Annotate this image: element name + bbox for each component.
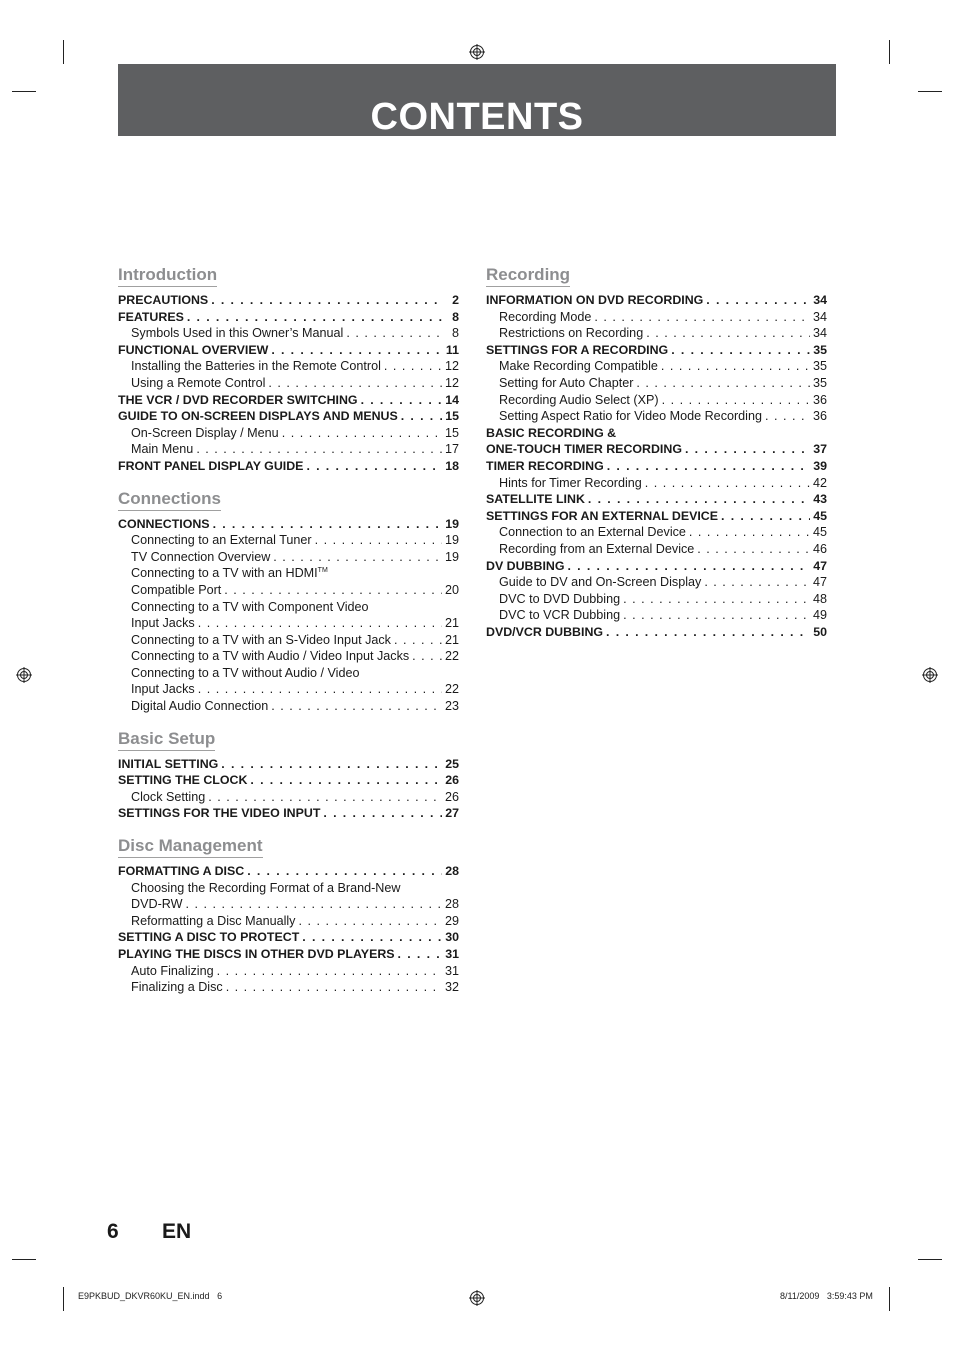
toc-entry[interactable] [118, 929, 459, 946]
toc-entry[interactable] [486, 475, 827, 492]
toc-page-number: 21 [444, 632, 459, 647]
toc-entry-title: Recording from an External Device [499, 541, 695, 556]
toc-page-number: 8 [451, 326, 459, 341]
section-heading: Connections [118, 488, 221, 511]
toc-entry-title: Recording Mode [499, 309, 592, 324]
crop-mark [889, 1287, 890, 1311]
dot-leader [623, 591, 810, 608]
toc-entry-title: Hints for Timer Recording [499, 475, 642, 490]
dot-leader [224, 582, 442, 599]
crop-mark [12, 1259, 36, 1260]
toc-entry-title: SETTINGS FOR THE VIDEO INPUT [118, 806, 321, 821]
toc-page-number: 35 [812, 359, 827, 374]
dot-leader [384, 358, 442, 375]
dot-leader [685, 441, 810, 458]
toc-entry-title: THE VCR / DVD RECORDER SWITCHING [118, 392, 358, 407]
toc-entry-title: Installing the Batteries in the Remote Control [131, 359, 381, 374]
toc-entry[interactable] [118, 599, 459, 616]
toc-entry-title: Reformatting a Disc Manually [131, 913, 296, 928]
toc-entry[interactable] [118, 309, 459, 326]
toc-page-number: 46 [812, 541, 827, 556]
dot-leader [361, 392, 442, 409]
toc-entry-title: Restrictions on Recording [499, 326, 644, 341]
dot-leader [226, 979, 442, 996]
print-file-name: E9PKBUD_DKVR60KU_EN.indd 6 [78, 1291, 223, 1301]
toc-entry[interactable] [118, 549, 459, 566]
toc-entry-title: GUIDE TO ON-SCREEN DISPLAYS AND MENUS [118, 409, 398, 424]
dot-leader [221, 756, 442, 773]
toc-entry-title: ONE-TOUCH TIMER RECORDING [486, 442, 682, 457]
dot-leader [689, 524, 810, 541]
toc-entry[interactable] [486, 591, 827, 608]
toc-entry[interactable] [118, 789, 459, 806]
toc-entry-title: Connecting to a TV with an S-Video Input Jack [131, 632, 391, 647]
dot-leader [706, 292, 810, 309]
toc-entry[interactable] [486, 491, 827, 508]
toc-entry[interactable] [118, 756, 459, 773]
toc-page-number: 34 [812, 309, 827, 324]
crop-mark [12, 91, 36, 92]
crop-mark [889, 40, 890, 64]
toc-section [486, 264, 827, 640]
section-heading: Basic Setup [118, 728, 215, 751]
toc-page-number: 23 [444, 699, 459, 714]
dot-leader [606, 624, 810, 641]
toc-page-number: 12 [444, 359, 459, 374]
toc-entry[interactable] [118, 681, 459, 698]
registration-mark-icon [469, 44, 485, 60]
toc-entry[interactable] [118, 392, 459, 409]
toc-entry-title: SETTINGS FOR AN EXTERNAL DEVICE [486, 508, 719, 523]
toc-entry[interactable] [118, 863, 459, 880]
toc-entry[interactable] [118, 805, 459, 822]
toc-page-number: 35 [812, 375, 827, 390]
toc-page-number: 17 [444, 442, 459, 457]
toc-page-number: 47 [812, 575, 827, 590]
toc-entry[interactable] [486, 309, 827, 326]
toc-entry[interactable] [486, 458, 827, 475]
toc-entry-title: Choosing the Recording Format of a Brand-New [131, 880, 401, 895]
toc-entry[interactable] [486, 358, 827, 375]
toc-page-number: 36 [812, 409, 827, 424]
dot-leader [661, 358, 810, 375]
page-language: EN [162, 1220, 192, 1243]
toc-entry-title: SETTINGS FOR A RECORDING [486, 342, 669, 357]
toc-entry[interactable] [118, 425, 459, 442]
toc-page-number: 14 [445, 392, 459, 407]
toc-entry[interactable] [118, 458, 459, 475]
toc-page-number: 50 [813, 624, 827, 639]
toc-entry[interactable] [118, 516, 459, 533]
crop-mark [918, 91, 942, 92]
toc-right-column [486, 264, 827, 653]
dot-leader [271, 698, 442, 715]
toc-entry[interactable] [118, 342, 459, 359]
toc-entry-title: Setting Aspect Ratio for Video Mode Recording [499, 409, 762, 424]
toc-entry-title: SATELLITE LINK [486, 492, 585, 507]
toc-page-number: 30 [445, 930, 459, 945]
dot-leader [298, 913, 442, 930]
toc-page-number: 26 [445, 773, 459, 788]
dot-leader [247, 863, 442, 880]
dot-leader [198, 681, 442, 698]
toc-entry-title: Connecting to a TV without Audio / Video [131, 665, 360, 680]
toc-entry-title: PRECAUTIONS [118, 293, 209, 307]
dot-leader [567, 558, 810, 575]
toc-entry[interactable] [486, 624, 827, 641]
toc-page-number: 27 [445, 806, 459, 821]
toc-entry-title: PLAYING THE DISCS IN OTHER DVD PLAYERS [118, 947, 395, 961]
toc-entry-title: Input Jacks [131, 682, 195, 697]
toc-entry[interactable] [118, 772, 459, 789]
dot-leader [217, 963, 442, 980]
toc-entry-title: Connecting to a TV with Component Video [131, 599, 369, 614]
dot-leader [646, 325, 810, 342]
page-number: 6 [107, 1220, 119, 1243]
dot-leader [250, 772, 442, 789]
trademark-mark: TM [317, 567, 328, 575]
toc-page-number: 34 [812, 326, 827, 341]
toc-entry[interactable] [486, 574, 827, 591]
toc-entry-title: Setting for Auto Chapter [499, 375, 634, 390]
dot-leader [636, 375, 810, 392]
toc-entry[interactable] [118, 896, 459, 913]
toc-entry-title: INITIAL SETTING [118, 756, 219, 771]
toc-page-number: 15 [444, 425, 459, 440]
toc-entry-title: DVC to VCR Dubbing [499, 608, 621, 623]
dot-leader [186, 896, 442, 913]
toc-page-number: 29 [444, 913, 459, 928]
dot-leader [671, 342, 810, 359]
toc-page-number: 19 [444, 549, 459, 564]
dot-leader [401, 408, 442, 425]
toc-page-number: 34 [813, 293, 827, 307]
toc-entry[interactable] [486, 524, 827, 541]
toc-page-number: 12 [444, 375, 459, 390]
section-heading: Disc Management [118, 835, 263, 858]
section-heading: Recording [486, 264, 570, 287]
toc-page-number: 21 [444, 616, 459, 631]
toc-entry[interactable] [118, 582, 459, 599]
dot-leader [704, 574, 810, 591]
dot-leader [765, 408, 810, 425]
toc-page-number: 39 [813, 458, 827, 473]
toc-entry[interactable] [118, 441, 459, 458]
toc-page-number: 36 [812, 392, 827, 407]
dot-leader [187, 309, 442, 326]
toc-entry-title: FUNCTIONAL OVERVIEW [118, 342, 269, 357]
crop-mark [63, 1287, 64, 1311]
dot-leader [645, 475, 810, 492]
dot-leader [211, 292, 442, 309]
toc-entry-title: Input Jacks [131, 616, 195, 631]
toc-entry[interactable] [486, 541, 827, 558]
toc-page-number: 26 [444, 789, 459, 804]
dot-leader [721, 508, 810, 525]
toc-entry[interactable] [118, 648, 459, 665]
toc-entry[interactable] [118, 913, 459, 930]
toc-page-number: 49 [812, 608, 827, 623]
toc-entry[interactable] [118, 665, 459, 682]
toc-entry-title: DVD/VCR DUBBING [486, 624, 604, 639]
toc-entry[interactable] [486, 375, 827, 392]
dot-leader [346, 325, 442, 342]
toc-entry[interactable] [486, 441, 827, 458]
dot-leader [623, 607, 810, 624]
toc-entry[interactable] [118, 408, 459, 425]
toc-page-number: 42 [812, 475, 827, 490]
toc-page-number: 45 [812, 525, 827, 540]
dot-leader [282, 425, 442, 442]
toc-entry-title: Make Recording Compatible [499, 359, 658, 374]
dot-leader [398, 946, 442, 963]
toc-entry[interactable] [486, 408, 827, 425]
dot-leader [271, 342, 442, 359]
title-banner [118, 64, 836, 136]
toc-entry-title: DV DUBBING [486, 558, 565, 573]
toc-entry-title: TV Connection Overview [131, 549, 271, 564]
toc-entry-title: DVC to DVD Dubbing [499, 591, 621, 606]
toc-entry[interactable] [486, 342, 827, 359]
dot-leader [273, 549, 442, 566]
toc-entry[interactable] [486, 607, 827, 624]
dot-leader [196, 441, 442, 458]
dot-leader [306, 458, 442, 475]
toc-entry[interactable] [118, 292, 459, 309]
toc-left-column [118, 264, 459, 1009]
toc-entry-title: TIMER RECORDING [486, 458, 604, 473]
toc-entry[interactable] [118, 880, 459, 897]
toc-page-number: 32 [444, 980, 459, 995]
toc-entry-title: Symbols Used in this Owner’s Manual [131, 326, 344, 341]
toc-page-number: 28 [445, 864, 459, 879]
toc-entry[interactable] [486, 292, 827, 309]
toc-section [118, 835, 459, 996]
toc-page-number: 20 [444, 582, 459, 597]
toc-page-number: 45 [813, 508, 827, 523]
toc-page-number: 15 [445, 409, 459, 424]
toc-entry-title: Connection to an External Device [499, 525, 686, 540]
toc-entry-title: FRONT PANEL DISPLAY GUIDE [118, 458, 304, 473]
toc-entry[interactable] [118, 565, 459, 582]
toc-entry-title: Finalizing a Disc [131, 980, 223, 995]
dot-leader [315, 532, 442, 549]
toc-entry-title: Digital Audio Connection [131, 699, 269, 714]
toc-entry[interactable] [118, 963, 459, 980]
registration-mark-icon [16, 667, 32, 683]
dot-leader [208, 789, 442, 806]
toc-entry-title: INFORMATION ON DVD RECORDING [486, 293, 704, 307]
toc-page-number: 31 [444, 963, 459, 978]
toc-entry-title: FORMATTING A DISC [118, 864, 245, 879]
toc-page-number: 31 [445, 947, 459, 961]
toc-page-number: 28 [444, 897, 459, 912]
toc-entry[interactable] [118, 532, 459, 549]
toc-entry[interactable] [118, 325, 459, 342]
dot-leader [607, 458, 810, 475]
toc-page-number: 19 [445, 516, 459, 531]
toc-page-number: 11 [445, 342, 459, 357]
toc-page-number: 22 [444, 649, 459, 664]
toc-entry-title: Connecting to a TV with an HDMI [131, 566, 318, 581]
crop-mark [918, 1259, 942, 1260]
toc-page-number: 2 [452, 293, 459, 307]
toc-page-number: 35 [813, 342, 827, 357]
dot-leader [323, 805, 442, 822]
toc-entry-title: Compatible Port [131, 582, 222, 597]
registration-mark-icon [922, 667, 938, 683]
dot-leader [594, 309, 810, 326]
toc-entry-title: FEATURES [118, 309, 184, 324]
dot-leader [697, 541, 810, 558]
toc-entry-title: Recording Audio Select (XP) [499, 392, 659, 407]
toc-entry[interactable] [486, 325, 827, 342]
toc-page-number: 22 [444, 682, 459, 697]
toc-section [118, 728, 459, 822]
toc-entry-title: Clock Setting [131, 789, 206, 804]
dot-leader [394, 632, 442, 649]
dot-leader [268, 375, 442, 392]
toc-entry[interactable] [118, 358, 459, 375]
toc-entry-title: BASIC RECORDING & [486, 425, 617, 440]
dot-leader [213, 516, 442, 533]
toc-entry[interactable] [486, 392, 827, 409]
toc-page-number: 18 [445, 458, 459, 473]
toc-entry-title: Using a Remote Control [131, 375, 266, 390]
toc-entry[interactable] [486, 558, 827, 575]
toc-entry[interactable] [486, 425, 827, 442]
toc-page-number: 25 [445, 756, 459, 771]
dot-leader [412, 648, 442, 665]
toc-section [118, 264, 459, 475]
toc-entry[interactable] [118, 615, 459, 632]
toc-page-number: 47 [813, 558, 827, 573]
dot-leader [588, 491, 810, 508]
toc-entry-title: DVD-RW [131, 897, 183, 912]
dot-leader [302, 929, 442, 946]
toc-entry-title: CONNECTIONS [118, 516, 210, 531]
dot-leader [198, 615, 442, 632]
page-title: CONTENTS [370, 96, 584, 138]
toc-page-number: 8 [452, 309, 459, 324]
toc-entry[interactable] [118, 375, 459, 392]
toc-entry[interactable] [118, 632, 459, 649]
toc-entry-title: SETTING THE CLOCK [118, 773, 248, 788]
toc-page-number: 37 [813, 442, 827, 457]
dot-leader [662, 392, 810, 409]
toc-entry-title: Connecting to an External Tuner [131, 533, 312, 548]
toc-entry[interactable] [118, 698, 459, 715]
toc-page-number: 19 [444, 533, 459, 548]
print-timestamp: 8/11/2009 3:59:43 PM [780, 1291, 873, 1301]
toc-entry-title: SETTING A DISC TO PROTECT [118, 930, 300, 945]
section-heading: Introduction [118, 264, 217, 287]
toc-section [118, 488, 459, 715]
toc-page-number: 48 [812, 591, 827, 606]
toc-entry[interactable] [118, 979, 459, 996]
toc-entry-title: On-Screen Display / Menu [131, 425, 279, 440]
toc-entry-title: Main Menu [131, 442, 194, 457]
toc-entry-title: Connecting to a TV with Audio / Video Input Jacks [131, 649, 410, 664]
toc-page-number: 43 [813, 492, 827, 507]
registration-mark-icon [469, 1290, 485, 1306]
toc-entry-title: Auto Finalizing [131, 963, 214, 978]
toc-entry-title: Guide to DV and On-Screen Display [499, 575, 702, 590]
toc-entry[interactable] [486, 508, 827, 525]
toc-entry[interactable] [118, 946, 459, 963]
crop-mark [63, 40, 64, 64]
